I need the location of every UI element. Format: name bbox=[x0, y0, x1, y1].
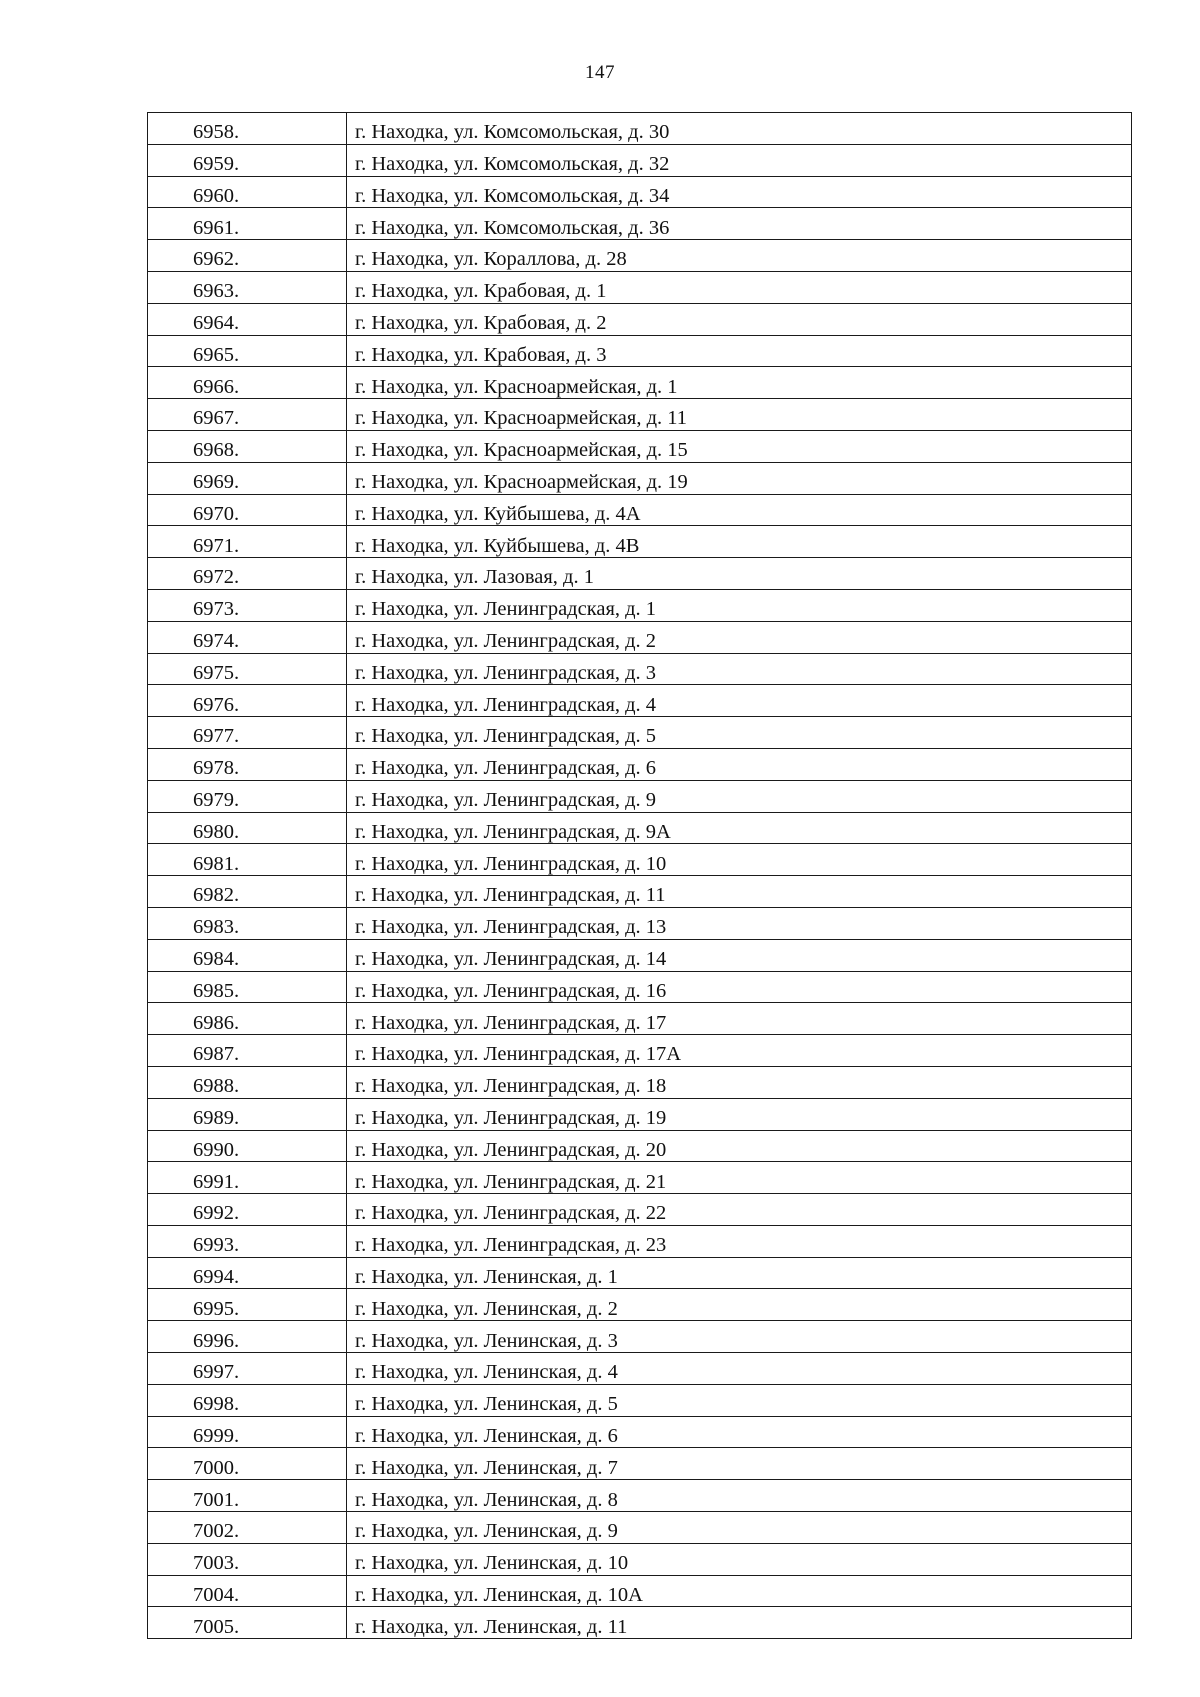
address-cell: г. Находка, ул. Ленинградская, д. 4 bbox=[347, 685, 1132, 717]
row-number-cell: 6996. bbox=[148, 1321, 347, 1353]
address-table bbox=[147, 112, 1132, 1639]
address-cell: г. Находка, ул. Ленинградская, д. 17 bbox=[347, 1003, 1132, 1035]
address-cell: г. Находка, ул. Комсомольская, д. 36 bbox=[347, 208, 1132, 240]
table-row bbox=[148, 1575, 1132, 1607]
address-cell: г. Находка, ул. Ленинградская, д. 20 bbox=[347, 1130, 1132, 1162]
table-row bbox=[148, 1543, 1132, 1575]
address-cell: г. Находка, ул. Красноармейская, д. 19 bbox=[347, 462, 1132, 494]
row-number-cell: 7002. bbox=[148, 1512, 347, 1544]
table-row bbox=[148, 335, 1132, 367]
row-number-cell: 7004. bbox=[148, 1575, 347, 1607]
address-cell: г. Находка, ул. Красноармейская, д. 1 bbox=[347, 367, 1132, 399]
address-cell: г. Находка, ул. Ленинградская, д. 21 bbox=[347, 1162, 1132, 1194]
table-row bbox=[148, 1257, 1132, 1289]
table-row bbox=[148, 1162, 1132, 1194]
row-number-cell: 7001. bbox=[148, 1480, 347, 1512]
table-row bbox=[148, 780, 1132, 812]
row-number-cell: 6999. bbox=[148, 1416, 347, 1448]
row-number-cell: 6965. bbox=[148, 335, 347, 367]
table-row bbox=[148, 907, 1132, 939]
table-row bbox=[148, 271, 1132, 303]
address-cell: г. Находка, ул. Комсомольская, д. 34 bbox=[347, 176, 1132, 208]
row-number-cell: 6979. bbox=[148, 780, 347, 812]
table-row bbox=[148, 399, 1132, 431]
row-number-cell: 6968. bbox=[148, 430, 347, 462]
page-number: 147 bbox=[585, 62, 615, 83]
row-number-cell: 6969. bbox=[148, 462, 347, 494]
table-row bbox=[148, 748, 1132, 780]
row-number-cell: 6976. bbox=[148, 685, 347, 717]
row-number-cell: 6993. bbox=[148, 1225, 347, 1257]
table-row bbox=[148, 1035, 1132, 1067]
address-cell: г. Находка, ул. Ленинградская, д. 22 bbox=[347, 1194, 1132, 1226]
address-cell: г. Находка, ул. Ленинская, д. 4 bbox=[347, 1353, 1132, 1385]
row-number-cell: 6966. bbox=[148, 367, 347, 399]
row-number-cell: 6980. bbox=[148, 812, 347, 844]
row-number-cell: 6967. bbox=[148, 399, 347, 431]
row-number-cell: 6994. bbox=[148, 1257, 347, 1289]
table-row bbox=[148, 430, 1132, 462]
table-row bbox=[148, 144, 1132, 176]
row-number-cell: 6960. bbox=[148, 176, 347, 208]
row-number-cell: 7003. bbox=[148, 1543, 347, 1575]
table-row bbox=[148, 1130, 1132, 1162]
table-row bbox=[148, 176, 1132, 208]
address-cell: г. Находка, ул. Ленинградская, д. 6 bbox=[347, 748, 1132, 780]
row-number-cell: 6963. bbox=[148, 271, 347, 303]
row-number-cell: 6971. bbox=[148, 526, 347, 558]
table-row bbox=[148, 1607, 1132, 1639]
table-row bbox=[148, 1066, 1132, 1098]
address-cell: г. Находка, ул. Ленинградская, д. 1 bbox=[347, 589, 1132, 621]
row-number-cell: 6970. bbox=[148, 494, 347, 526]
address-cell: г. Находка, ул. Ленинградская, д. 18 bbox=[347, 1066, 1132, 1098]
address-cell: г. Находка, ул. Ленинская, д. 6 bbox=[347, 1416, 1132, 1448]
table-row bbox=[148, 812, 1132, 844]
row-number-cell: 6987. bbox=[148, 1035, 347, 1067]
row-number-cell: 6983. bbox=[148, 907, 347, 939]
address-cell: г. Находка, ул. Ленинградская, д. 3 bbox=[347, 653, 1132, 685]
address-cell: г. Находка, ул. Ленинградская, д. 5 bbox=[347, 717, 1132, 749]
table-row bbox=[148, 367, 1132, 399]
table-row bbox=[148, 844, 1132, 876]
address-table-body bbox=[148, 113, 1132, 1639]
address-cell: г. Находка, ул. Ленинградская, д. 10 bbox=[347, 844, 1132, 876]
row-number-cell: 6982. bbox=[148, 876, 347, 908]
address-cell: г. Находка, ул. Ленинградская, д. 13 bbox=[347, 907, 1132, 939]
address-cell: г. Находка, ул. Ленинградская, д. 9А bbox=[347, 812, 1132, 844]
address-cell: г. Находка, ул. Ленинградская, д. 14 bbox=[347, 939, 1132, 971]
row-number-cell: 6988. bbox=[148, 1066, 347, 1098]
table-row bbox=[148, 621, 1132, 653]
row-number-cell: 6992. bbox=[148, 1194, 347, 1226]
table-row bbox=[148, 717, 1132, 749]
address-cell: г. Находка, ул. Ленинская, д. 3 bbox=[347, 1321, 1132, 1353]
row-number-cell: 6985. bbox=[148, 971, 347, 1003]
row-number-cell: 6997. bbox=[148, 1353, 347, 1385]
table-row bbox=[148, 1448, 1132, 1480]
address-cell: г. Находка, ул. Ленинградская, д. 2 bbox=[347, 621, 1132, 653]
address-cell: г. Находка, ул. Лазовая, д. 1 bbox=[347, 558, 1132, 590]
address-cell: г. Находка, ул. Ленинская, д. 8 bbox=[347, 1480, 1132, 1512]
table-row bbox=[148, 653, 1132, 685]
row-number-cell: 6974. bbox=[148, 621, 347, 653]
address-cell: г. Находка, ул. Крабовая, д. 1 bbox=[347, 271, 1132, 303]
table-row bbox=[148, 1098, 1132, 1130]
row-number-cell: 6964. bbox=[148, 303, 347, 335]
table-row bbox=[148, 1225, 1132, 1257]
table-row bbox=[148, 1194, 1132, 1226]
table-row bbox=[148, 1384, 1132, 1416]
table-row bbox=[148, 1289, 1132, 1321]
row-number-cell: 6962. bbox=[148, 240, 347, 272]
address-cell: г. Находка, ул. Ленинская, д. 2 bbox=[347, 1289, 1132, 1321]
row-number-cell: 7000. bbox=[148, 1448, 347, 1480]
address-cell: г. Находка, ул. Ленинская, д. 5 bbox=[347, 1384, 1132, 1416]
row-number-cell: 6995. bbox=[148, 1289, 347, 1321]
address-cell: г. Находка, ул. Ленинградская, д. 23 bbox=[347, 1225, 1132, 1257]
table-row bbox=[148, 589, 1132, 621]
table-row bbox=[148, 462, 1132, 494]
table-row bbox=[148, 1003, 1132, 1035]
address-cell: г. Находка, ул. Ленинская, д. 10А bbox=[347, 1575, 1132, 1607]
row-number-cell: 6978. bbox=[148, 748, 347, 780]
row-number-cell: 6961. bbox=[148, 208, 347, 240]
row-number-cell: 6998. bbox=[148, 1384, 347, 1416]
table-row bbox=[148, 1416, 1132, 1448]
table-row bbox=[148, 685, 1132, 717]
table-row bbox=[148, 1321, 1132, 1353]
row-number-cell: 6984. bbox=[148, 939, 347, 971]
address-cell: г. Находка, ул. Ленинская, д. 11 bbox=[347, 1607, 1132, 1639]
address-cell: г. Находка, ул. Куйбышева, д. 4А bbox=[347, 494, 1132, 526]
address-cell: г. Находка, ул. Кораллова, д. 28 bbox=[347, 240, 1132, 272]
address-cell: г. Находка, ул. Крабовая, д. 2 bbox=[347, 303, 1132, 335]
row-number-cell: 6973. bbox=[148, 589, 347, 621]
address-cell: г. Находка, ул. Ленинградская, д. 16 bbox=[347, 971, 1132, 1003]
table-row bbox=[148, 1512, 1132, 1544]
address-cell: г. Находка, ул. Комсомольская, д. 32 bbox=[347, 144, 1132, 176]
row-number-cell: 6959. bbox=[148, 144, 347, 176]
address-cell: г. Находка, ул. Ленинградская, д. 11 bbox=[347, 876, 1132, 908]
table-row bbox=[148, 876, 1132, 908]
row-number-cell: 6975. bbox=[148, 653, 347, 685]
table-row bbox=[148, 303, 1132, 335]
row-number-cell: 6986. bbox=[148, 1003, 347, 1035]
address-cell: г. Находка, ул. Ленинская, д. 9 bbox=[347, 1512, 1132, 1544]
row-number-cell: 6991. bbox=[148, 1162, 347, 1194]
table-row bbox=[148, 1353, 1132, 1385]
address-cell: г. Находка, ул. Куйбышева, д. 4В bbox=[347, 526, 1132, 558]
table-row bbox=[148, 1480, 1132, 1512]
table-row bbox=[148, 526, 1132, 558]
address-cell: г. Находка, ул. Комсомольская, д. 30 bbox=[347, 113, 1132, 145]
address-cell: г. Находка, ул. Ленинградская, д. 17А bbox=[347, 1035, 1132, 1067]
table-row bbox=[148, 939, 1132, 971]
address-cell: г. Находка, ул. Ленинская, д. 7 bbox=[347, 1448, 1132, 1480]
table-row bbox=[148, 971, 1132, 1003]
table-row bbox=[148, 240, 1132, 272]
row-number-cell: 6981. bbox=[148, 844, 347, 876]
row-number-cell: 6990. bbox=[148, 1130, 347, 1162]
address-cell: г. Находка, ул. Ленинградская, д. 19 bbox=[347, 1098, 1132, 1130]
address-cell: г. Находка, ул. Красноармейская, д. 11 bbox=[347, 399, 1132, 431]
table-row bbox=[148, 494, 1132, 526]
address-cell: г. Находка, ул. Ленинская, д. 10 bbox=[347, 1543, 1132, 1575]
table-row bbox=[148, 113, 1132, 145]
row-number-cell: 6958. bbox=[148, 113, 347, 145]
table-row bbox=[148, 208, 1132, 240]
row-number-cell: 6989. bbox=[148, 1098, 347, 1130]
row-number-cell: 6972. bbox=[148, 558, 347, 590]
table-row bbox=[148, 558, 1132, 590]
address-cell: г. Находка, ул. Ленинградская, д. 9 bbox=[347, 780, 1132, 812]
row-number-cell: 7005. bbox=[148, 1607, 347, 1639]
address-cell: г. Находка, ул. Крабовая, д. 3 bbox=[347, 335, 1132, 367]
row-number-cell: 6977. bbox=[148, 717, 347, 749]
address-cell: г. Находка, ул. Красноармейская, д. 15 bbox=[347, 430, 1132, 462]
address-cell: г. Находка, ул. Ленинская, д. 1 bbox=[347, 1257, 1132, 1289]
